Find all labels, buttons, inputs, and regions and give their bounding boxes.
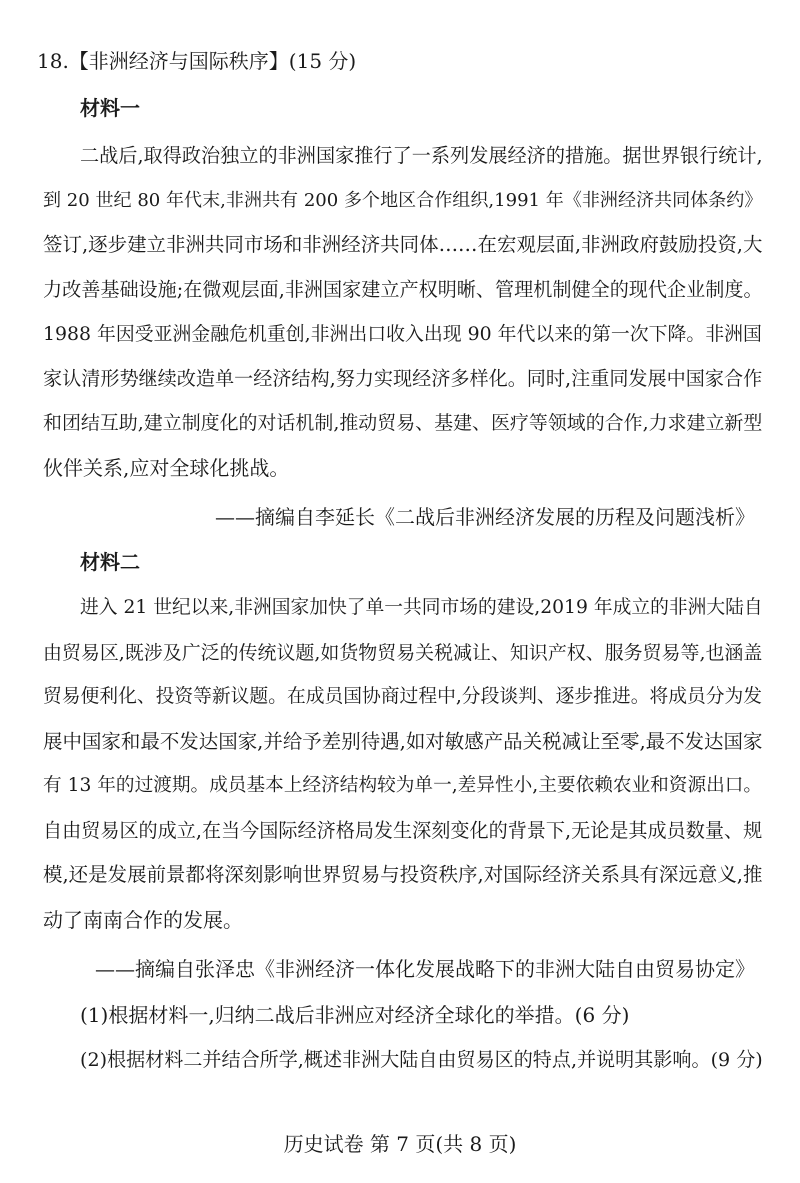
material2-line: 动了南南合作的发展。 bbox=[43, 908, 243, 932]
material1-heading: 材料一 bbox=[80, 96, 140, 120]
material1-line: 力改善基础设施;在微观层面,非洲国家建立产权明晰、管理机制健全的现代企业制度。 bbox=[43, 278, 763, 301]
material1-line: 家认清形势继续改造单一经济结构,努力实现经济多样化。同时,注重同发展中国家合作 bbox=[43, 367, 763, 390]
material2-line: 进入 21 世纪以来,非洲国家加快了单一共同市场的建设,2019 年成立的非洲大陆自 bbox=[80, 597, 763, 618]
material2-heading: 材料二 bbox=[80, 550, 140, 574]
material1-line: 到 20 世纪 80 年代末,非洲共有 200 多个地区合作组织,1991 年《非洲经济共同体条约》 bbox=[43, 190, 763, 211]
material1-source: ——摘编自李延长《二战后非洲经济发展的历程及问题浅析》 bbox=[215, 505, 755, 529]
material2-source: ——摘编自张泽忠《非洲经济一体化发展战略下的非洲大陆自由贸易协定》 bbox=[95, 957, 755, 981]
material2-line: 贸易便利化、投资等新议题。在成员国协商过程中,分段谈判、逐步推进。将成员分为发 bbox=[43, 686, 763, 707]
sub-question-2: (2)根据材料二并结合所学,概述非洲大陆自由贸易区的特点,并说明其影响。(9 分) bbox=[80, 1049, 763, 1071]
material1-line: 和团结互助,建立制度化的对话机制,推动贸易、基建、医疗等领域的合作,力求建立新型 bbox=[43, 412, 763, 434]
material2-line: 有 13 年的过渡期。成员基本上经济结构较为单一,差异性小,主要依赖农业和资源出口。 bbox=[43, 775, 763, 796]
material2-line: 自由贸易区的成立,在当今国际经济格局发生深刻变化的背景下,无论是其成员数量、规 bbox=[43, 819, 763, 842]
material1-line: 二战后,取得政治独立的非洲国家推行了一系列发展经济的措施。据世界银行统计, bbox=[80, 144, 763, 167]
sub-question-1: (1)根据材料一,归纳二战后非洲应对经济全球化的举措。(6 分) bbox=[80, 1003, 630, 1027]
material2-line: 由贸易区,既涉及广泛的传统议题,如货物贸易关税减让、知识产权、服务贸易等,也涵盖 bbox=[43, 642, 763, 664]
page-footer: 历史试卷 第 7 页(共 8 页) bbox=[283, 1132, 517, 1156]
material1-line: 1988 年因受亚洲金融危机重创,非洲出口收入出现 90 年代以来的第一次下降。非洲国 bbox=[43, 323, 762, 345]
material1-line: 伙伴关系,应对全球化挑战。 bbox=[43, 456, 290, 480]
material2-line: 模,还是发展前景都将深刻影响世界贸易与投资秩序,对国际经济关系具有深远意义,推 bbox=[43, 863, 763, 886]
question-title: 18.【非洲经济与国际秩序】(15 分) bbox=[37, 49, 357, 73]
material2-line: 展中国家和最不发达国家,并给予差别待遇,如对敏感产品关税减让至零,最不发达国家 bbox=[43, 730, 763, 753]
material1-line: 签订,逐步建立非洲共同市场和非洲经济共同体……在宏观层面,非洲政府鼓励投资,大 bbox=[43, 233, 763, 256]
